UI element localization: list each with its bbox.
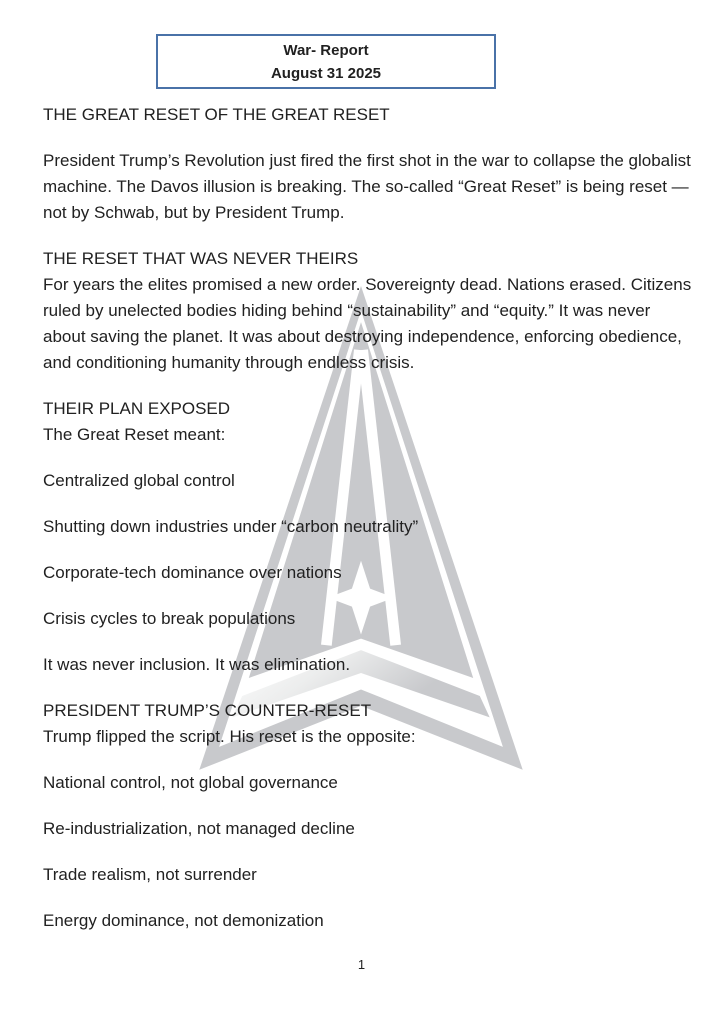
section (43, 698, 693, 750)
section-heading: THEIR PLAN EXPOSED (43, 399, 231, 418)
list-item: It was never inclusion. It was elimination. (43, 655, 351, 674)
section-text: For years the elites promised a new order. Sovereignty dead. Nations erased. Citizens ruled by unelected bodies hiding behind “sustainability” and “equity.” It was never about saving the planet. It was about destroying independence, enforcing obedience, and conditioning humanity through endless crisis. (43, 275, 692, 372)
section (43, 246, 693, 376)
list-item: Shutting down industries under “carbon neutrality” (43, 517, 419, 536)
list-item: Corporate-tech dominance over nations (43, 563, 342, 582)
section (43, 396, 693, 448)
list-item: Energy dominance, not demonization (43, 911, 324, 930)
section-text: The Great Reset meant: (43, 425, 226, 444)
list-item: Centralized global control (43, 471, 235, 490)
section-text: Trump flipped the script. His reset is the opposite: (43, 727, 416, 746)
report-title: War- Report (283, 42, 369, 59)
page-number: 1 (357, 957, 366, 972)
list-item: Trade realism, not surrender (43, 865, 257, 884)
section-heading: PRESIDENT TRUMP’S COUNTER-RESET (43, 701, 372, 720)
paragraph: President Trump’s Revolution just fired the first shot in the war to collapse the globalist machine. The Davos illusion is breaking. The so-called “Great Reset” is being reset — not by Schwab, but by President Trump. (43, 151, 691, 222)
list-item: National control, not global governance (43, 773, 338, 792)
document-title: THE GREAT RESET OF THE GREAT RESET (43, 105, 390, 124)
document-body (43, 102, 693, 954)
section-heading: THE RESET THAT WAS NEVER THEIRS (43, 249, 359, 268)
list-item: Crisis cycles to break populations (43, 609, 296, 628)
report-date: August 31 2025 (270, 65, 382, 82)
list-item: Re-industrialization, not managed decline (43, 819, 355, 838)
report-header-box (156, 34, 496, 89)
